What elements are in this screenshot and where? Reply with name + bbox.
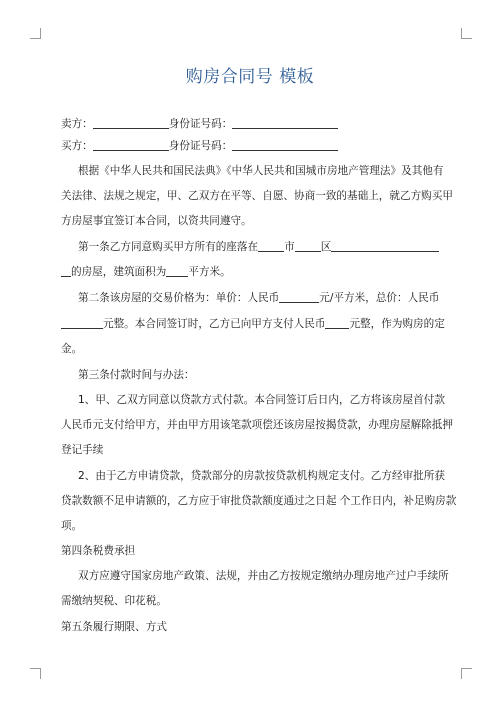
article-2-line-2 [61, 317, 445, 331]
price-text: 第二条该房屋的交易价格为：单价：人民币 [78, 292, 280, 304]
address-blank[interactable] [331, 240, 439, 252]
district-label: 区 [320, 241, 332, 253]
seller-label: 卖方： [61, 118, 93, 130]
article-3-p2-line-3: 项。 [61, 520, 83, 532]
article-3-p1-line-1: 1、甲、乙双方同意以贷款方式付款。本合同签订后日内，乙方将该房屋首付款 [78, 394, 445, 406]
intro-line-1: 根据《中华人民共和国民法典》《中华人民共和国城市房地产管理法》及其他有 [78, 165, 444, 177]
crop-mark-top-left [30, 28, 41, 39]
article-1-line-2 [61, 265, 441, 279]
article-3-p2-line-1: 2、由于乙方申请贷款，贷款部分的房款按贷款机构规定支付。乙方经审批所获 [78, 470, 445, 482]
article-2-line-1 [78, 291, 458, 305]
article-1-text: 第一条乙方同意购买甲方所有的座落在 [78, 241, 259, 253]
article-4-line-2: 需缴纳契税、印花税。 [61, 595, 167, 607]
intro-line-3: 方房屋事宜签订本合同，以资共同遵守。 [61, 215, 252, 227]
area-text: 的房屋，建筑面积为 [71, 266, 167, 278]
deposit-blank[interactable] [325, 317, 349, 329]
buyer-id-blank[interactable] [232, 139, 338, 151]
seller-id-blank[interactable] [232, 117, 338, 129]
total-price-blank[interactable] [61, 317, 103, 329]
area-unit: 平方米。 [188, 266, 231, 278]
city-label: 市 [284, 241, 295, 253]
district-prefix-blank[interactable] [295, 240, 321, 252]
seller-line [61, 117, 441, 131]
buyer-id-label: 身份证号码： [168, 140, 233, 152]
crop-mark-bottom-left [30, 668, 41, 679]
buyer-line [61, 139, 441, 153]
article-3-p2-line-2: 贷款数额不足申请额的，乙方应于审批贷款额度通过之日起 个工作日内，补足购房款 [61, 495, 457, 507]
intro-line-2: 关法律、法规之规定，甲、乙双方在平等、自愿、协商一致的基础上，就乙方购买甲 [61, 190, 453, 202]
total-price-text: 元/平方米，总价：人民币 [319, 292, 440, 304]
article-3-heading: 第三条付款时间与办法： [78, 369, 195, 381]
crop-mark-top-right [461, 28, 472, 39]
address-blank-cont[interactable] [61, 265, 71, 277]
article-1-line-1 [78, 240, 458, 254]
buyer-label: 买方： [61, 140, 93, 152]
unit-price-blank[interactable] [279, 291, 319, 303]
article-5-heading: 第五条履行期限、方式 [61, 621, 167, 633]
deposit-text: 元整。本合同签订时，乙方已向甲方支付人民币 [103, 318, 326, 330]
article-2-line-3: 金。 [61, 343, 83, 355]
article-3-p1-line-3: 登记手续 [61, 444, 104, 456]
area-blank[interactable] [166, 265, 188, 277]
city-blank[interactable] [258, 240, 284, 252]
crop-mark-bottom-right [461, 668, 472, 679]
article-4-heading: 第四条税费承担 [61, 545, 136, 557]
deposit-text-end: 元整，作为购房的定 [349, 318, 445, 330]
seller-id-label: 身份证号码： [168, 118, 233, 130]
document-title: 购房合同号 模板 [185, 67, 315, 87]
article-3-p1-line-2: 人民币元支付给甲方，并由甲方用该笔款项偿还该房屋按揭贷款，办理房屋解除抵押 [61, 419, 453, 431]
seller-name-blank[interactable] [93, 117, 169, 129]
article-4-line-1: 双方应遵守国家房地产政策、法规，并由乙方按规定缴纳办理房地产过户手续所 [78, 570, 449, 582]
buyer-name-blank[interactable] [93, 139, 169, 151]
